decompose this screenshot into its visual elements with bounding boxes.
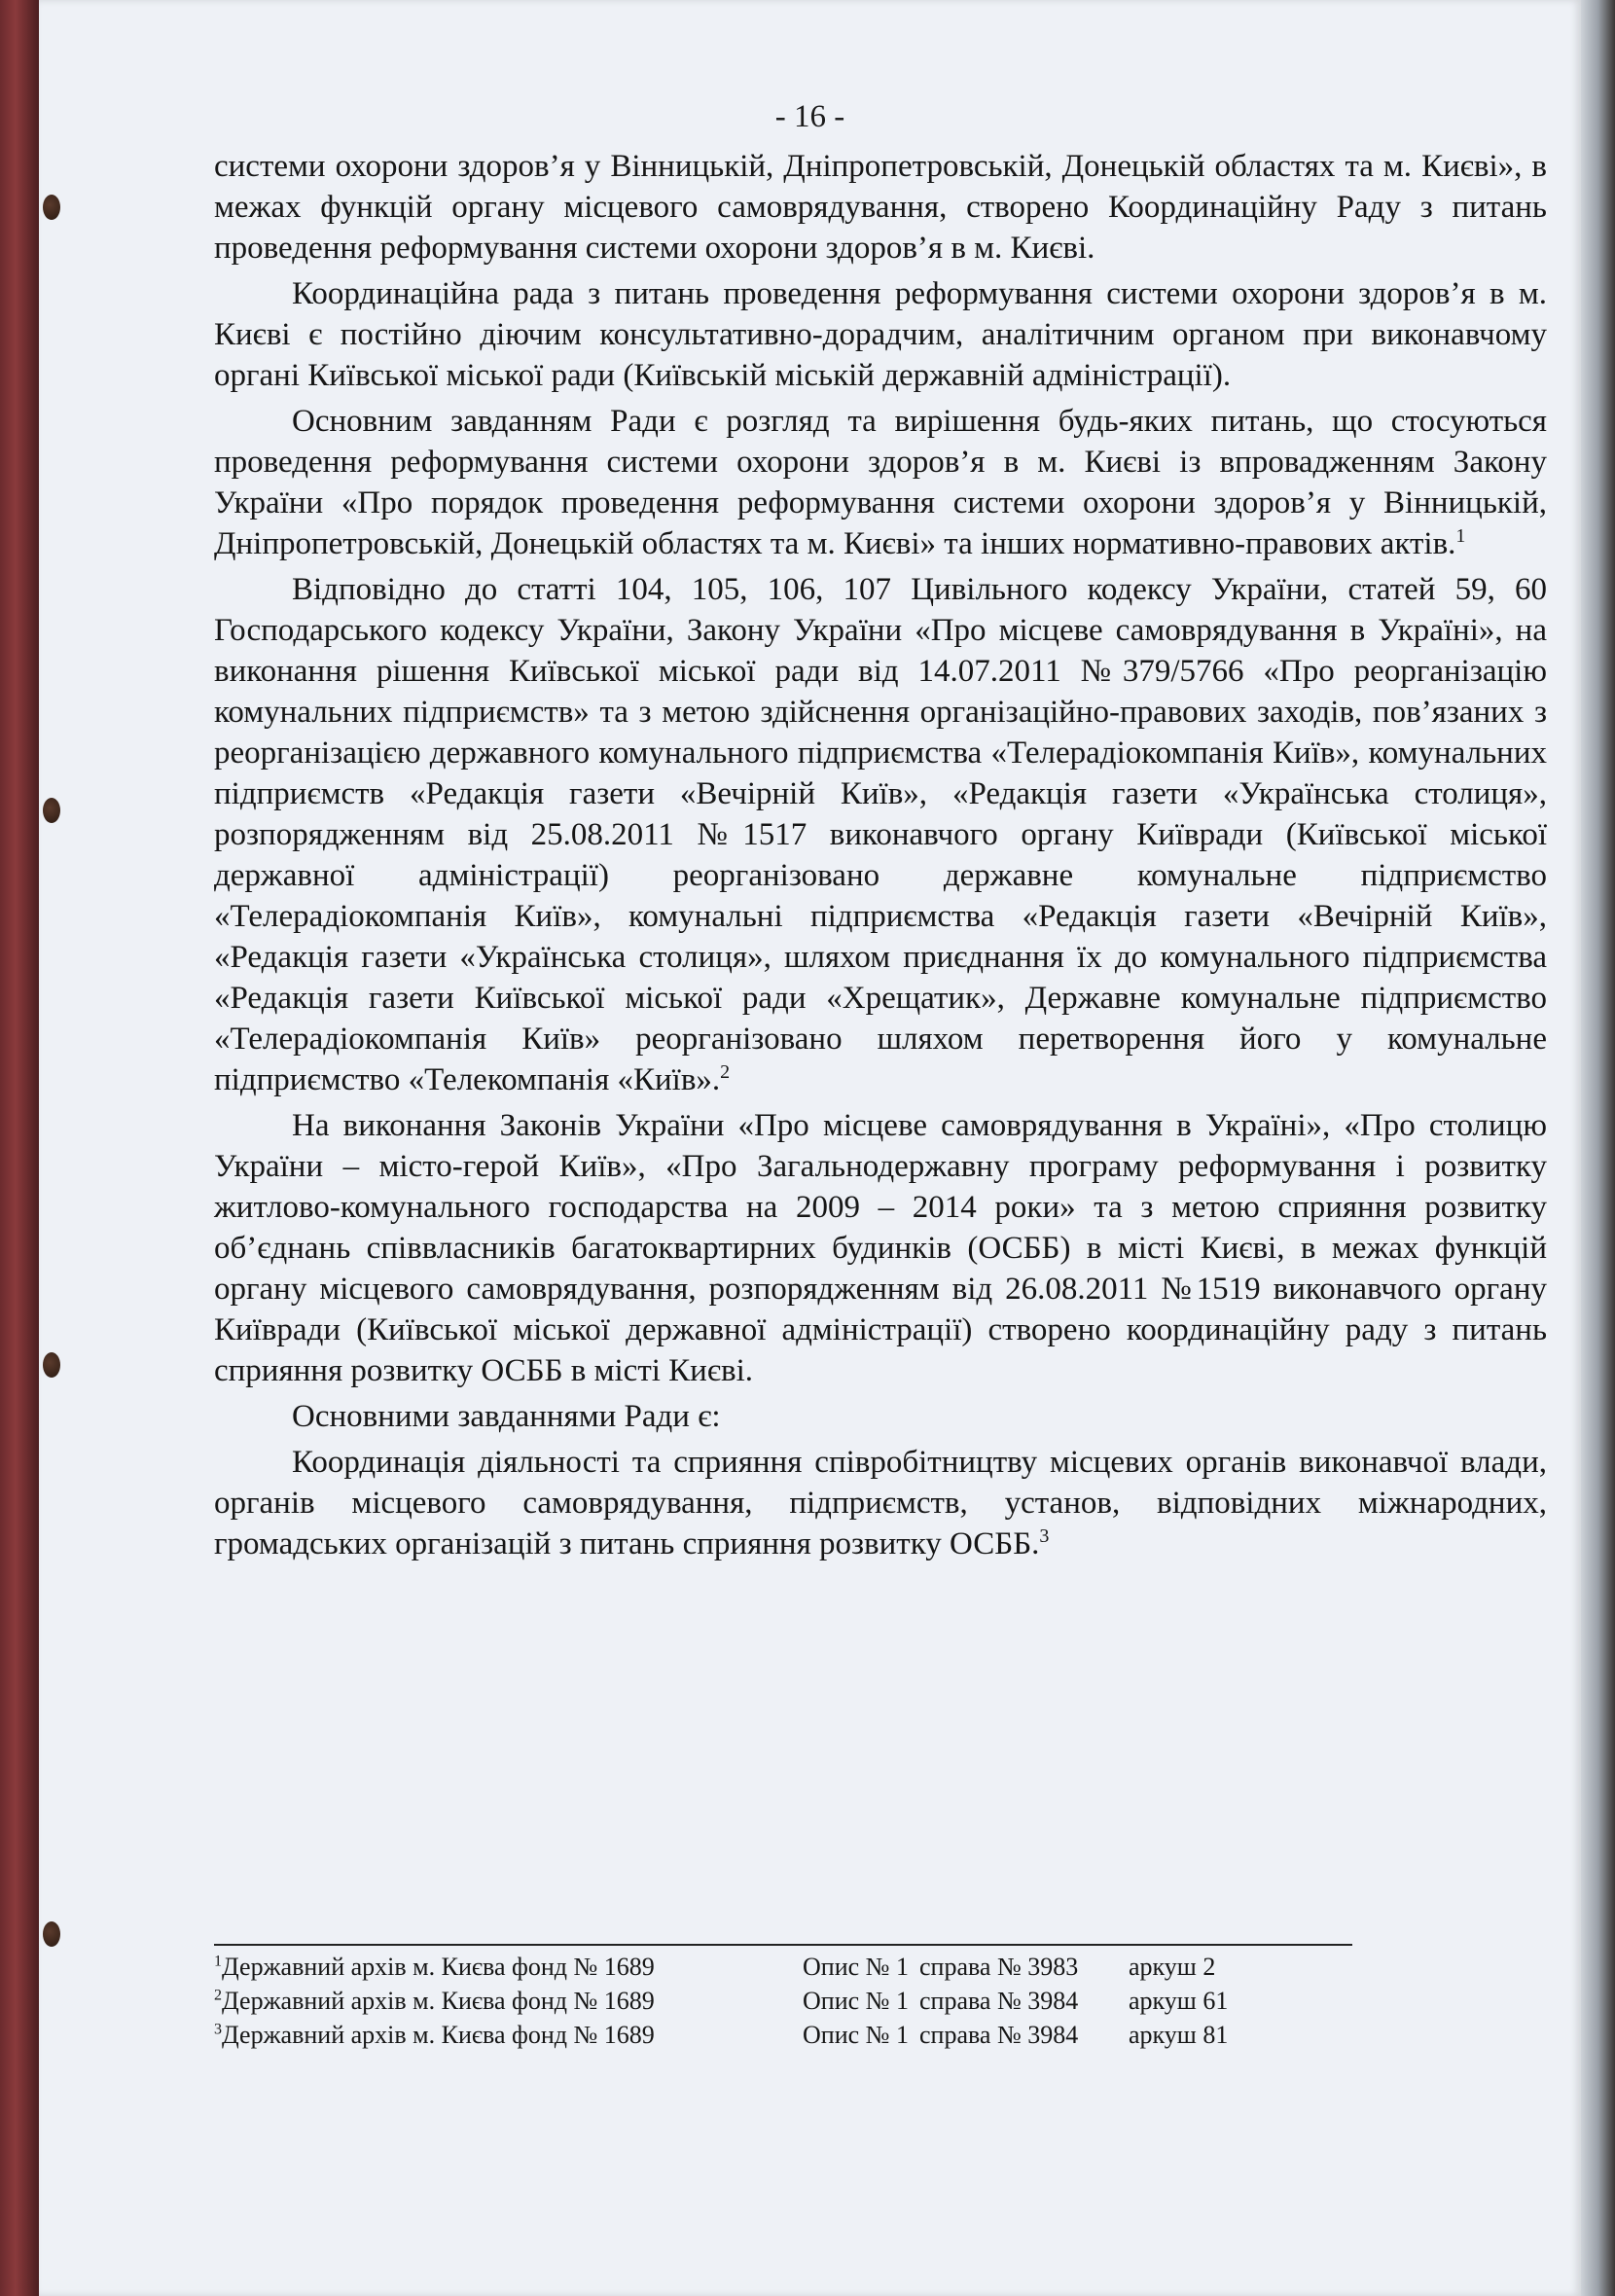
footnote-archive: Державний архів м. Києва фонд № 1689 <box>222 2021 655 2049</box>
page-number: - 16 - <box>774 99 845 134</box>
document-page <box>39 0 1581 2296</box>
footnote <box>214 1984 1382 2018</box>
paragraph: Основним завданням Ради є розгляд та вирішення будь-яких питань, що стосуються проведення реформування системи охорони здоров’я в м. Києві із впровадженням Закону України «Про порядок проведення реформування системи охорони здоров’я у Вінницькій, Дніпропетровській, Донецькій областях та м. Києві» та інших нормативно-правових актів.$^1$ <box>214 404 1547 561</box>
footnote-archive: Державний архів м. Києва фонд № 1689 <box>222 1987 655 2015</box>
paragraph: Основними завданнями Ради є: <box>292 1399 721 1434</box>
footnote-number: 3 <box>214 2021 222 2038</box>
footnote-ref: 1 <box>1455 525 1466 547</box>
footnote-opys: Опис № 1 <box>803 1987 909 2015</box>
footnote <box>214 2018 1382 2052</box>
paragraph: системи охорони здоров’я у Вінницькій, Дніпропетровській, Донецькій областях та м. Києві», в межах функцій органу місцевого самоврядування, створено Координаційну Раду з питань проведення реформування системи охорони здоров’я в м. Києві. <box>214 149 1547 266</box>
footnote-arkush: аркуш 61 <box>1129 1987 1229 2015</box>
footnote-sprava: справа № 3984 <box>919 1987 1079 2015</box>
paragraph: Координаційна рада з питань проведення реформування системи охорони здоров’я в м. Києві є постійно діючим консультативно-дорадчим, аналітичним органом при виконавчому органі Київської міської ради (Київській міській державній адміністрації). <box>214 276 1547 393</box>
punch-hole <box>43 195 60 220</box>
body-text <box>214 146 1547 1569</box>
footnote-archive: Державний архів м. Києва фонд № 1689 <box>222 1953 655 1981</box>
footnote-sprava: справа № 3983 <box>919 1953 1079 1981</box>
binder-edge <box>0 0 39 2296</box>
footnote-number: 1 <box>214 1953 222 1970</box>
footnote-number: 2 <box>214 1987 222 2004</box>
punch-hole <box>43 1352 60 1378</box>
footnote <box>214 1950 1382 1984</box>
punch-hole <box>43 798 60 823</box>
footnote-opys: Опис № 1 <box>803 1953 909 1981</box>
footnote-ref: 2 <box>720 1061 731 1083</box>
footnote-ref: 3 <box>1039 1525 1050 1547</box>
footnote-arkush: аркуш 81 <box>1129 2021 1229 2049</box>
footnotes <box>214 1950 1382 2052</box>
punch-hole <box>43 1921 60 1947</box>
paragraph: На виконання Законів України «Про місцеве самоврядування в Україні», «Про столицю України – місто-герой Київ», «Про Загальнодержавну програму реформування і розвитку житлово-комунального господарства на 2009 – 2014 роки» та з метою сприяння розвитку об’єднань співвласників багатоквартирних будинків (ОСББ) в місті Києві, в межах функцій органу місцевого самоврядування, розпорядженням від 26.08.2011 №1519 виконавчого органу Київради (Київської міської державної адміністрації) створено координаційну раду з питань сприяння розвитку ОСББ в місті Києві. <box>214 1108 1547 1388</box>
paragraph: Відповідно до статті 104, 105, 106, 107 Цивільного кодексу України, статей 59, 60 Господарського кодексу України, Закону України «Про місцеве самоврядування в Україні», на виконання рішення Київської міської ради від 14.07.2011 №379/5766 «Про реорганізацію комунальних підприємств» та з метою здійснення організаційно-правових заходів, пов’язаних з реорганізацією державного комунального підприємства «Телерадіокомпанія Київ», комунальних підприємств «Редакція газети «Вечірній Київ», «Редакція газети «Українська столиця», розпорядженням від 25.08.2011 №1517 виконавчого органу Київради (Київської міської державної адміністрації) реорганізовано державне комунальне підприємство «Телерадіокомпанія Київ», комунальні підприємства «Редакція газети «Вечірній Київ», «Редакція газети «Українська столиця», шляхом приєднання їх до комунального підприємства «Редакція газети Київської міської ради «Хрещатик», Державне комунальне підприємство «Телерадіокомпанія Київ» реорганізовано шляхом перетворення його у комунальне підприємство «Телекомпанія «Київ».$^2$ <box>214 572 1547 1097</box>
footnote-sprava: справа № 3984 <box>919 2021 1079 2049</box>
footnote-opys: Опис № 1 <box>803 2021 909 2049</box>
page-edge-shadow <box>1581 0 1615 2296</box>
paragraph: Координація діяльності та сприяння співробітництву місцевих органів виконавчої влади, органів місцевого самоврядування, підприємств, установ, відповідних міжнародних, громадських організацій з питань сприяння розвитку ОСББ.$^3$ <box>214 1445 1547 1561</box>
footnote-arkush: аркуш 2 <box>1129 1953 1216 1981</box>
footnote-divider <box>214 1944 1352 1946</box>
